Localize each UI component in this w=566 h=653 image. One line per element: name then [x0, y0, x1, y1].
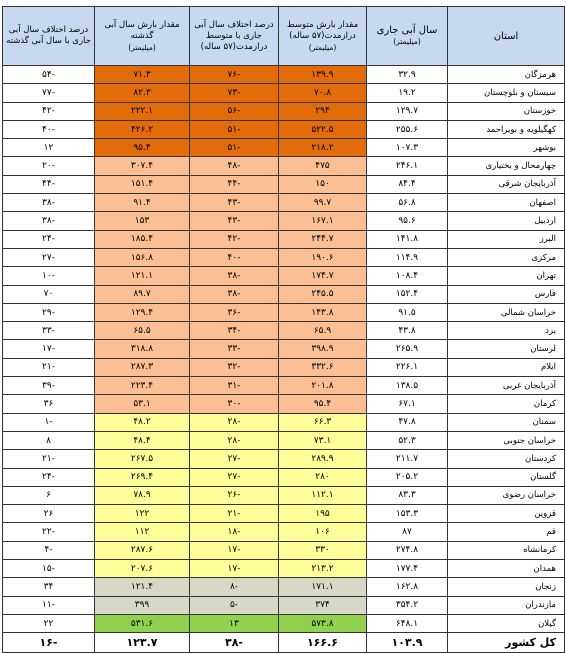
- cell-pct-vs-previous: ۷۰: [3, 285, 95, 303]
- cell-previous: ۹۱.۴: [95, 194, 190, 212]
- cell-pct-vs-previous: -۴: [3, 541, 95, 559]
- cell-current: ۱۴۱.۸: [367, 230, 448, 248]
- cell-current: ۱۰۷.۳: [367, 139, 448, 157]
- cell-pct-vs-average: -۵۱: [190, 139, 279, 157]
- table-row: [3, 413, 565, 431]
- cell-pct-vs-previous: -۳۹: [3, 377, 95, 395]
- cell-current: ۸۷: [367, 523, 448, 541]
- cell-province: لرستان: [448, 340, 565, 358]
- cell-pct-vs-average: -۵۱: [190, 120, 279, 138]
- cell-pct-vs-previous: -۵۴: [3, 66, 95, 84]
- cell-previous: ۵۳.۱: [95, 395, 190, 413]
- cell-previous: ۳۰۷.۴: [95, 157, 190, 175]
- cell-province: بوشهر: [448, 139, 565, 157]
- cell-pct-vs-average: -۴۸: [190, 157, 279, 175]
- table-row: [3, 523, 565, 541]
- total-previous: ۱۲۳.۷: [95, 633, 190, 653]
- header-current: [367, 7, 448, 66]
- cell-previous: ۳۱۸.۸: [95, 340, 190, 358]
- cell-pct-vs-average: -۳۴: [190, 322, 279, 340]
- cell-pct-vs-average: -۴۲: [190, 230, 279, 248]
- total-pct-vs-average: -۳۸: [190, 633, 279, 653]
- cell-pct-vs-average: -۷۶: [190, 66, 279, 84]
- cell-pct-vs-previous: -۱۰: [3, 267, 95, 285]
- cell-previous: ۴۸.۴: [95, 431, 190, 449]
- cell-province: فارس: [448, 285, 565, 303]
- cell-pct-vs-previous: ۳۶: [3, 395, 95, 413]
- cell-previous: ۱۲۹.۴: [95, 303, 190, 321]
- cell-previous: ۵۳۱.۶: [95, 614, 190, 632]
- table-row: [3, 248, 565, 266]
- cell-previous: ۱۲۱.۴: [95, 578, 190, 596]
- table-row: [3, 395, 565, 413]
- cell-current: ۱۹.۲: [367, 84, 448, 102]
- cell-pct-vs-average: -۵: [190, 596, 279, 614]
- cell-pct-vs-average: -۸: [190, 578, 279, 596]
- cell-province: خراسان شمالی: [448, 303, 565, 321]
- table-row: [3, 267, 565, 285]
- cell-province: قم: [448, 523, 565, 541]
- cell-province: البرز: [448, 230, 565, 248]
- cell-previous: ۴۲۶.۲: [95, 120, 190, 138]
- cell-pct-vs-previous: -۳۳: [3, 322, 95, 340]
- cell-current: ۱۶۲.۸: [367, 578, 448, 596]
- cell-average: ۱۷۱.۱: [279, 578, 367, 596]
- cell-average: ۱۷۴.۷: [279, 267, 367, 285]
- table-row: [3, 614, 565, 632]
- cell-average: ۵۷۳.۸: [279, 614, 367, 632]
- table-row: [3, 66, 565, 84]
- cell-pct-vs-average: -۱۷: [190, 541, 279, 559]
- table-row: [3, 139, 565, 157]
- cell-current: ۶۷.۱: [367, 395, 448, 413]
- cell-pct-vs-average: -۲۶: [190, 486, 279, 504]
- cell-province: تهران: [448, 267, 565, 285]
- cell-pct-vs-average: -۲۱: [190, 505, 279, 523]
- table-row: [3, 377, 565, 395]
- cell-province: گیلان: [448, 614, 565, 632]
- cell-current: ۱۳۸.۵: [367, 377, 448, 395]
- table-row: [3, 157, 565, 175]
- header-previous-unit: (میلیمتر): [128, 42, 156, 52]
- cell-pct-vs-previous: -۲۰: [3, 157, 95, 175]
- cell-pct-vs-previous: -۲۹: [3, 303, 95, 321]
- table-row: [3, 468, 565, 486]
- cell-average: ۶۵.۹: [279, 322, 367, 340]
- cell-average: ۲۸۹.۹: [279, 450, 367, 468]
- cell-pct-vs-average: -۴۳: [190, 212, 279, 230]
- cell-previous: ۱۱۲: [95, 523, 190, 541]
- header-previous-label: مقدار بارش سال آبی گذشته: [104, 19, 180, 41]
- cell-pct-vs-previous: -۱۱: [3, 596, 95, 614]
- cell-previous: ۲۶۷.۵: [95, 450, 190, 468]
- cell-average: ۱۶۷.۱: [279, 212, 367, 230]
- total-row: [3, 633, 565, 653]
- cell-average: ۷۳.۱: [279, 431, 367, 449]
- cell-previous: ۶۵.۵: [95, 322, 190, 340]
- cell-average: ۹۹.۷: [279, 194, 367, 212]
- cell-previous: ۸۹.۷: [95, 285, 190, 303]
- cell-average: ۶۶.۳: [279, 413, 367, 431]
- cell-current: ۲۵۵.۶: [367, 120, 448, 138]
- cell-pct-vs-previous: -۳۸: [3, 212, 95, 230]
- cell-pct-vs-previous: -۲۱: [3, 450, 95, 468]
- cell-pct-vs-average: -۴۴: [190, 175, 279, 193]
- cell-current: ۵۲.۳: [367, 431, 448, 449]
- cell-pct-vs-average: -۵۶: [190, 102, 279, 120]
- cell-current: ۱۵۳.۳: [367, 505, 448, 523]
- cell-previous: ۲۰۷.۶: [95, 560, 190, 578]
- header-average-label: مقدار بارش متوسط درازمدت(۵۷ ساله): [286, 19, 359, 41]
- cell-pct-vs-average: -۲۷: [190, 450, 279, 468]
- total-province: کل کشور: [448, 633, 565, 653]
- header-pct-vs-average: درصد اختلاف سال آبی جاری با متوسط درازمدت(۵۷ ساله): [190, 7, 279, 66]
- cell-current: ۹۱.۵: [367, 303, 448, 321]
- table-row: [3, 175, 565, 193]
- cell-province: همدان: [448, 560, 565, 578]
- cell-province: خراسان جنوبی: [448, 431, 565, 449]
- table-row: [3, 560, 565, 578]
- cell-pct-vs-previous: -۳۸: [3, 194, 95, 212]
- cell-province: یزد: [448, 322, 565, 340]
- cell-pct-vs-previous: ۲۲: [3, 614, 95, 632]
- cell-pct-vs-previous: -۱۵: [3, 560, 95, 578]
- total-current: ۱۰۳.۹: [367, 633, 448, 653]
- cell-pct-vs-average: -۲۷: [190, 468, 279, 486]
- cell-current: ۱۷۷.۴: [367, 560, 448, 578]
- cell-average: ۲۹۴: [279, 102, 367, 120]
- cell-province: کرمان: [448, 395, 565, 413]
- table-header-row: [3, 7, 565, 66]
- cell-pct-vs-previous: ۱۲: [3, 139, 95, 157]
- cell-current: ۲۶۵.۹: [367, 340, 448, 358]
- cell-pct-vs-average: -۱۷: [190, 560, 279, 578]
- cell-pct-vs-previous: -۲۴: [3, 468, 95, 486]
- cell-pct-vs-previous: -۱: [3, 413, 95, 431]
- cell-province: مرکزی: [448, 248, 565, 266]
- cell-pct-vs-average: -۳۸: [190, 285, 279, 303]
- total-average: ۱۶۶.۶: [279, 633, 367, 653]
- cell-pct-vs-previous: -۲۲: [3, 523, 95, 541]
- cell-previous: ۴۸.۲: [95, 413, 190, 431]
- table-row: [3, 285, 565, 303]
- cell-current: ۲۷۴.۸: [367, 541, 448, 559]
- cell-previous: ۸۲.۳: [95, 84, 190, 102]
- table-row: [3, 102, 565, 120]
- cell-pct-vs-previous: -۴۰: [3, 120, 95, 138]
- cell-province: اصفهان: [448, 194, 565, 212]
- cell-previous: ۱۵۶.۸: [95, 248, 190, 266]
- cell-previous: ۳۹۹: [95, 596, 190, 614]
- table-row: [3, 322, 565, 340]
- cell-current: ۱۵۲.۴: [367, 285, 448, 303]
- cell-province: کردستان: [448, 450, 565, 468]
- cell-current: ۴۷.۸: [367, 413, 448, 431]
- cell-pct-vs-previous: -۱۷: [3, 340, 95, 358]
- cell-average: ۳۷۴: [279, 596, 367, 614]
- cell-previous: ۲۸۷.۶: [95, 541, 190, 559]
- rainfall-table: [2, 6, 565, 653]
- cell-province: اردبیل: [448, 212, 565, 230]
- table-row: [3, 340, 565, 358]
- cell-province: آذربایجان غربی: [448, 377, 565, 395]
- cell-province: کرمانشاه: [448, 541, 565, 559]
- cell-average: ۲۸۰: [279, 468, 367, 486]
- cell-current: ۸۴.۴: [367, 175, 448, 193]
- cell-previous: ۱۸۵.۴: [95, 230, 190, 248]
- table-row: [3, 230, 565, 248]
- cell-pct-vs-average: -۴۳: [190, 194, 279, 212]
- cell-province: آذربایجان شرقی: [448, 175, 565, 193]
- cell-current: ۲۴۶.۱: [367, 157, 448, 175]
- cell-province: ایلام: [448, 358, 565, 376]
- cell-previous: ۲۸۷.۳: [95, 358, 190, 376]
- cell-pct-vs-average: -۲۸: [190, 413, 279, 431]
- table-row: [3, 120, 565, 138]
- cell-pct-vs-average: -۳۸: [190, 267, 279, 285]
- cell-pct-vs-average: -۲۸: [190, 431, 279, 449]
- header-average-unit: (میلیمتر): [308, 42, 337, 52]
- cell-current: ۶۴۸.۱: [367, 614, 448, 632]
- cell-previous: ۷۸.۹: [95, 486, 190, 504]
- cell-average: ۳۹۸.۹: [279, 340, 367, 358]
- total-pct-vs-previous: -۱۶: [3, 633, 95, 653]
- table-row: [3, 431, 565, 449]
- cell-average: ۴۷۵: [279, 157, 367, 175]
- table-row: [3, 505, 565, 523]
- cell-pct-vs-average: -۱۸: [190, 523, 279, 541]
- cell-pct-vs-previous: ۲۶: [3, 505, 95, 523]
- cell-previous: ۷۱.۳: [95, 66, 190, 84]
- cell-pct-vs-previous: -۷۷: [3, 84, 95, 102]
- cell-pct-vs-average: -۷۳: [190, 84, 279, 102]
- cell-previous: ۱۲۲: [95, 505, 190, 523]
- header-current-unit: (میلیمتر): [393, 37, 421, 46]
- cell-average: ۱۹۵: [279, 505, 367, 523]
- cell-current: ۲۱۱.۷: [367, 450, 448, 468]
- cell-pct-vs-previous: -۲۱: [3, 358, 95, 376]
- cell-province: قزوین: [448, 505, 565, 523]
- cell-current: ۲۲۶.۱: [367, 358, 448, 376]
- cell-province: خراسان رضوی: [448, 486, 565, 504]
- cell-province: گلستان: [448, 468, 565, 486]
- table-row: [3, 450, 565, 468]
- table-body: [3, 66, 565, 633]
- cell-current: ۱۱۴.۹: [367, 248, 448, 266]
- cell-current: ۱۰۸.۴: [367, 267, 448, 285]
- cell-province: سیستان و بلوچستان: [448, 84, 565, 102]
- cell-previous: ۲۲۲.۱: [95, 102, 190, 120]
- cell-pct-vs-average: -۳۳: [190, 340, 279, 358]
- table-row: [3, 596, 565, 614]
- cell-current: ۵۶.۸: [367, 194, 448, 212]
- cell-previous: ۲۲۳.۴: [95, 377, 190, 395]
- cell-average: ۱۱۲.۱: [279, 486, 367, 504]
- cell-previous: ۲۶۹.۴: [95, 468, 190, 486]
- cell-pct-vs-previous: -۲۷: [3, 248, 95, 266]
- cell-previous: ۱۵۳: [95, 212, 190, 230]
- cell-average: ۱۴۳.۸: [279, 303, 367, 321]
- cell-current: ۴۳.۸: [367, 322, 448, 340]
- cell-pct-vs-previous: ۳۴: [3, 578, 95, 596]
- cell-previous: ۹۵.۴: [95, 139, 190, 157]
- cell-average: ۳۳۰: [279, 541, 367, 559]
- cell-average: ۳۳۲.۶: [279, 358, 367, 376]
- cell-average: ۲۰۱.۸: [279, 377, 367, 395]
- cell-average: ۱۰۶: [279, 523, 367, 541]
- cell-average: ۹۵.۴: [279, 395, 367, 413]
- cell-pct-vs-average: ۱۳: [190, 614, 279, 632]
- cell-pct-vs-previous: ۸: [3, 431, 95, 449]
- cell-pct-vs-previous: -۴۴: [3, 175, 95, 193]
- header-average: [279, 7, 367, 66]
- cell-average: ۲۴۵.۵: [279, 285, 367, 303]
- table-row: [3, 303, 565, 321]
- cell-average: ۲۱۳.۲: [279, 560, 367, 578]
- header-pct-vs-previous: درصد اختلاف سال آبی جاری با سال آبی گذشته: [3, 7, 95, 66]
- cell-province: خوزستان: [448, 102, 565, 120]
- cell-province: کهگیلویه و بویراحمد: [448, 120, 565, 138]
- cell-current: ۸۳.۳: [367, 486, 448, 504]
- cell-pct-vs-average: -۳۱: [190, 377, 279, 395]
- header-province: استان: [448, 7, 565, 66]
- cell-average: ۷۰.۸: [279, 84, 367, 102]
- table-row: [3, 358, 565, 376]
- cell-average: ۱۳۹.۹: [279, 66, 367, 84]
- table-row: [3, 212, 565, 230]
- cell-average: ۱۵۰: [279, 175, 367, 193]
- cell-current: ۲۰۵.۲: [367, 468, 448, 486]
- cell-province: چهارمحال و بختیاری: [448, 157, 565, 175]
- cell-previous: ۱۲۱.۱: [95, 267, 190, 285]
- cell-current: ۱۲۹.۷: [367, 102, 448, 120]
- table-row: [3, 541, 565, 559]
- cell-pct-vs-average: -۳۶: [190, 303, 279, 321]
- cell-average: ۲۴۴.۷: [279, 230, 367, 248]
- cell-province: هرمزگان: [448, 66, 565, 84]
- table-row: [3, 84, 565, 102]
- cell-pct-vs-average: -۳۲: [190, 358, 279, 376]
- header-previous: [95, 7, 190, 66]
- header-current-label: سال آبی جاری: [376, 25, 438, 36]
- cell-average: ۱۹۰.۶: [279, 248, 367, 266]
- cell-average: ۵۲۲.۵: [279, 120, 367, 138]
- table-row: [3, 486, 565, 504]
- cell-current: ۳۲.۹: [367, 66, 448, 84]
- cell-current: ۹۵.۶: [367, 212, 448, 230]
- table-row: [3, 194, 565, 212]
- cell-pct-vs-previous: -۴۲: [3, 102, 95, 120]
- cell-current: ۳۵۴.۲: [367, 596, 448, 614]
- cell-pct-vs-average: -۳۰: [190, 395, 279, 413]
- cell-previous: ۱۵۱.۴: [95, 175, 190, 193]
- cell-province: سمنان: [448, 413, 565, 431]
- cell-pct-vs-previous: -۲۴: [3, 230, 95, 248]
- cell-average: ۲۱۸.۲: [279, 139, 367, 157]
- table-row: [3, 578, 565, 596]
- cell-pct-vs-previous: ۶: [3, 486, 95, 504]
- cell-province: مازندران: [448, 596, 565, 614]
- cell-pct-vs-average: -۴۰: [190, 248, 279, 266]
- cell-province: زنجان: [448, 578, 565, 596]
